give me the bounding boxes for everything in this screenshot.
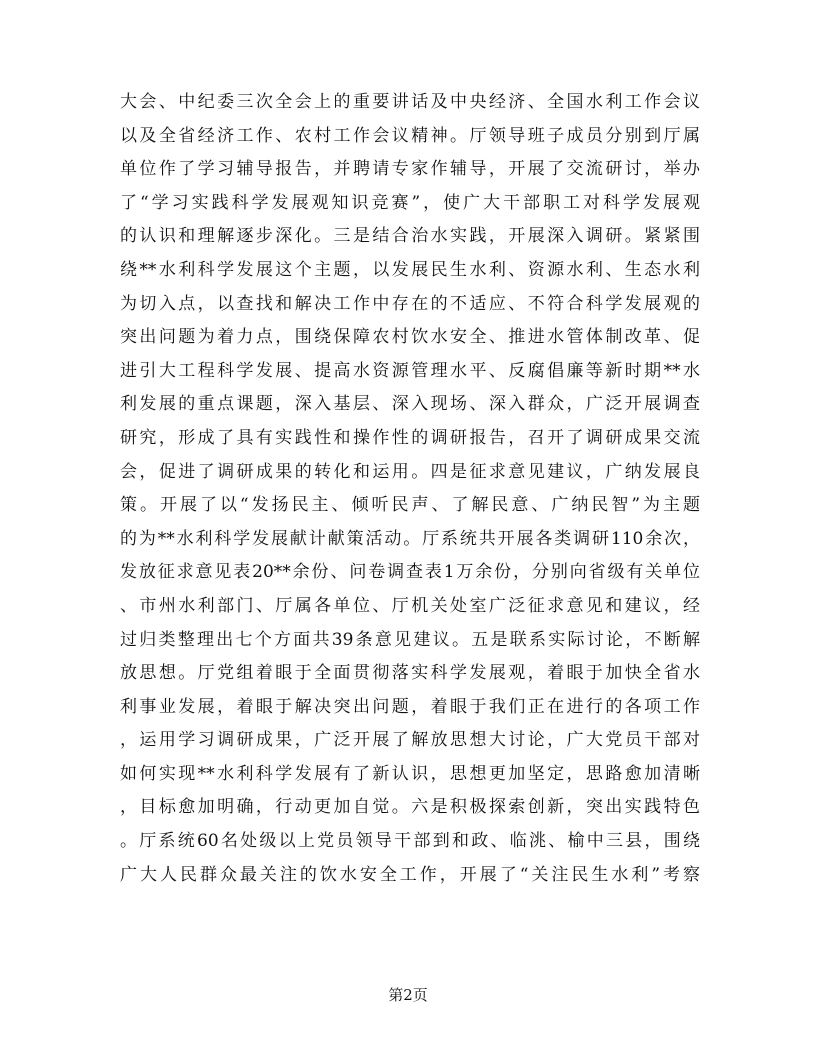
text-line: 的认识和理解逐步深化。三是结合治水实践，开展深入调研。紧紧围 (120, 226, 700, 247)
text-line: 过归类整理出七个方面共39条意见建议。五是联系实际讨论，不断解 (120, 629, 700, 650)
text-line: 研究，形成了具有实践性和操作性的调研报告，召开了调研成果交流 (120, 427, 700, 448)
text-line: 为切入点，以查找和解决工作中存在的不适应、不符合科学发展观的 (120, 293, 700, 314)
text-line: 单位作了学习辅导报告，并聘请专家作辅导，开展了交流研讨，举办 (120, 159, 700, 180)
text-line: 以及全省经济工作、农村工作会议精神。厅领导班子成员分别到厅属 (120, 125, 700, 146)
text-line: 突出问题为着力点，围绕保障农村饮水安全、推进水管体制改革、促 (120, 327, 700, 348)
text-line: 放思想。厅党组着眼于全面贯彻落实科学发展观，着眼于加快全省水 (120, 663, 700, 684)
page-footer (0, 985, 816, 1005)
text-line: 进引大工程科学发展、提高水资源管理水平、反腐倡廉等新时期**水 (120, 360, 700, 381)
text-line: 。厅系统60名处级以上党员领导干部到和政、临洮、榆中三县，围绕 (120, 831, 700, 852)
text-line: 了“学习实践科学发展观知识竞赛”，使广大干部职工对科学发展观 (120, 192, 700, 213)
body-text (120, 86, 700, 892)
text-line: 如何实现**水利科学发展有了新认识，思想更加坚定，思路愈加清晰 (120, 763, 700, 784)
text-line: ，目标愈加明确，行动更加自觉。六是积极探索创新，突出实践特色 (120, 797, 700, 818)
page-number: 第2页 (388, 986, 428, 1004)
text-line: 广大人民群众最关注的饮水安全工作，开展了“关注民生水利”考察 (120, 864, 700, 885)
text-line: ，运用学习调研成果，广泛开展了解放思想大讨论，广大党员干部对 (120, 730, 700, 751)
text-line: 利发展的重点课题，深入基层、深入现场、深入群众，广泛开展调查 (120, 394, 700, 415)
text-line: 利事业发展，着眼于解决突出问题，着眼于我们正在进行的各项工作 (120, 696, 700, 717)
text-line: 大会、中纪委三次全会上的重要讲话及中央经济、全国水利工作会议 (120, 92, 700, 112)
text-line: 绕**水利科学发展这个主题，以发展民生水利、资源水利、生态水利 (120, 259, 700, 280)
text-line: 的为**水利科学发展献计献策活动。厅系统共开展各类调研110余次， (120, 528, 700, 549)
text-line: 策。开展了以“发扬民主、倾听民声、了解民意、广纳民智”为主题 (120, 495, 700, 516)
text-line: 、市州水利部门、厅属各单位、厅机关处室广泛征求意见和建议，经 (120, 595, 700, 616)
text-line: 发放征求意见表20**余份、问卷调查表1万余份，分别向省级有关单位 (120, 562, 700, 583)
text-line: 会，促进了调研成果的转化和运用。四是征求意见建议，广纳发展良 (120, 461, 700, 482)
